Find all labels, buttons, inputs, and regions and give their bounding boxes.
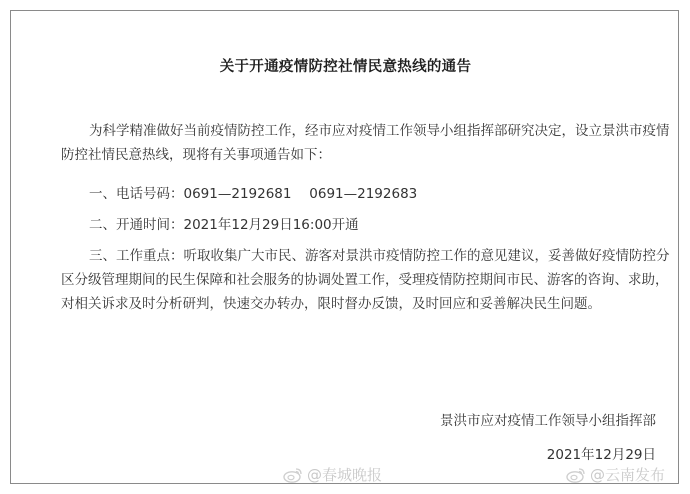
notice-title: 关于开通疫情防控社情民意热线的通告 <box>219 59 472 75</box>
weibo-icon <box>566 467 586 483</box>
watermark-text: @春城晚报 <box>307 466 383 484</box>
watermark-text: @云南发布 <box>590 466 666 484</box>
notice-date: 2021年12月29日 <box>546 447 656 463</box>
notice-intro: 为科学精准做好当前疫情防控工作，经市应对疫情工作领导小组指挥部研究决定，设立景洪市疫情防控社情民意热线，现将有关事项通告如下： <box>61 123 670 163</box>
notice-signature: 景洪市应对疫情工作领导小组指挥部 <box>440 413 656 429</box>
notice-item-focus: 三、工作重点：听取收集广大市民、游客对景洪市疫情防控工作的意见建议，妥善做好疫情防控分区分级管理期间的民生保障和社会服务的协调处置工作，受理疫情防控期间市民、游客的咨询、求助，对相关诉求及时分析研判，快速交办转办，限时督办反馈，及时回应和妥善解决民生问题。 <box>61 248 670 312</box>
weibo-icon <box>283 467 303 483</box>
notice-item-phone: 一、电话号码：0691—2192681 0691—2192683 <box>89 186 418 202</box>
watermark-chuncheng <box>283 464 382 485</box>
watermark-yunnan <box>566 464 665 485</box>
notice-frame <box>10 10 679 484</box>
notice-item-time: 二、开通时间：2021年12月29日16:00开通 <box>89 217 359 233</box>
